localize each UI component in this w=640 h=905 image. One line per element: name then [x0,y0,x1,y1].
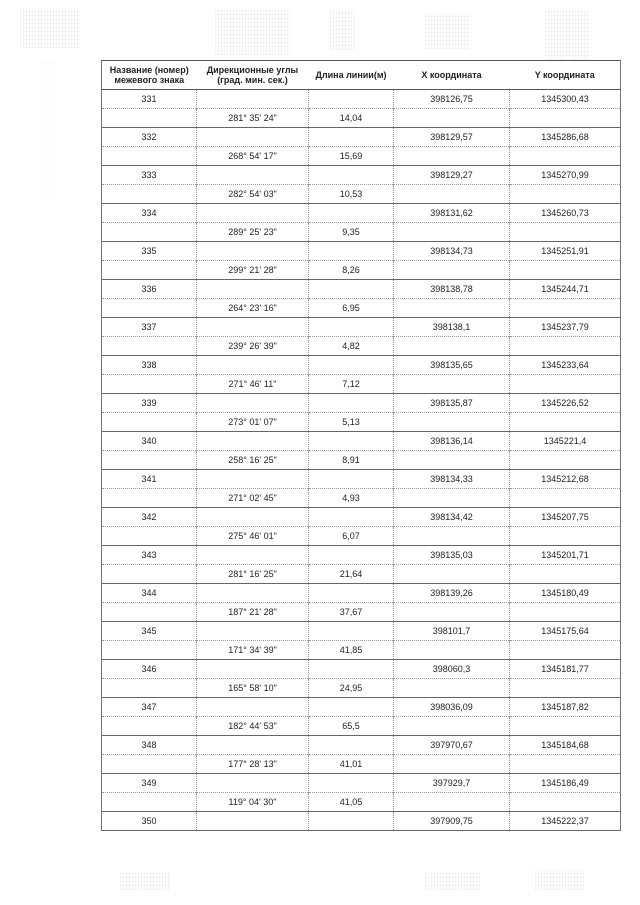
empty-cell [394,679,510,698]
y-coordinate: 1345300,43 [510,90,621,109]
empty-cell [197,546,309,565]
y-coordinate: 1345207,75 [510,508,621,527]
empty-cell [102,717,197,736]
table-row [102,546,621,565]
empty-cell [102,489,197,508]
line-length: 24,95 [309,679,394,698]
empty-cell [394,413,510,432]
empty-cell [510,717,621,736]
empty-cell [309,812,394,831]
empty-cell [510,793,621,812]
empty-cell [197,90,309,109]
scan-noise-top-mid [330,10,355,50]
table-row [102,451,621,470]
direction-angle: 281° 35' 24" [197,109,309,128]
point-name: 347 [102,698,197,717]
direction-angle: 239° 26' 39" [197,337,309,356]
empty-cell [197,128,309,147]
y-coordinate: 1345226,52 [510,394,621,413]
direction-angle: 271° 02' 45" [197,489,309,508]
x-coordinate: 397970,67 [394,736,510,755]
empty-cell [394,337,510,356]
table-row [102,698,621,717]
empty-cell [309,622,394,641]
direction-angle: 273° 01' 07" [197,413,309,432]
point-name: 349 [102,774,197,793]
empty-cell [102,793,197,812]
empty-cell [510,489,621,508]
empty-cell [102,755,197,774]
table-body [102,90,621,831]
empty-cell [309,356,394,375]
empty-cell [102,185,197,204]
line-length: 41,01 [309,755,394,774]
y-coordinate: 1345212,68 [510,470,621,489]
x-coordinate: 398036,09 [394,698,510,717]
empty-cell [197,508,309,527]
table-row [102,375,621,394]
x-coordinate: 398135,87 [394,394,510,413]
x-coordinate: 398135,65 [394,356,510,375]
table-row [102,109,621,128]
empty-cell [394,109,510,128]
table-row [102,755,621,774]
table-row [102,90,621,109]
empty-cell [510,755,621,774]
point-name: 341 [102,470,197,489]
x-coordinate: 398136,14 [394,432,510,451]
empty-cell [102,527,197,546]
line-length: 10,53 [309,185,394,204]
table-row [102,394,621,413]
coordinates-table [101,60,621,831]
empty-cell [309,242,394,261]
point-name: 343 [102,546,197,565]
line-length: 14,04 [309,109,394,128]
y-coordinate: 1345187,82 [510,698,621,717]
empty-cell [197,280,309,299]
direction-angle: 281° 16' 25" [197,565,309,584]
direction-angle: 282° 54' 03" [197,185,309,204]
empty-cell [394,223,510,242]
table-row [102,527,621,546]
y-coordinate: 1345180,49 [510,584,621,603]
empty-cell [394,451,510,470]
empty-cell [197,394,309,413]
empty-cell [197,812,309,831]
table-row [102,660,621,679]
point-name: 333 [102,166,197,185]
table-row [102,717,621,736]
direction-angle: 171° 34' 39" [197,641,309,660]
empty-cell [197,318,309,337]
empty-cell [510,109,621,128]
table-row [102,432,621,451]
empty-cell [394,185,510,204]
direction-angle: 187° 21' 28" [197,603,309,622]
point-name: 334 [102,204,197,223]
empty-cell [102,451,197,470]
empty-cell [309,698,394,717]
scan-noise-top-right-b [545,10,590,60]
empty-cell [510,261,621,280]
direction-angle: 271° 46' 11" [197,375,309,394]
empty-cell [394,489,510,508]
table-row [102,565,621,584]
empty-cell [309,128,394,147]
header-name: Название (номер) межевого знака [102,61,197,90]
empty-cell [309,90,394,109]
empty-cell [102,109,197,128]
table-row [102,299,621,318]
table-row [102,413,621,432]
point-name: 340 [102,432,197,451]
empty-cell [197,660,309,679]
empty-cell [197,356,309,375]
y-coordinate: 1345186,49 [510,774,621,793]
x-coordinate: 398138,1 [394,318,510,337]
empty-cell [510,679,621,698]
table-row [102,603,621,622]
y-coordinate: 1345260,73 [510,204,621,223]
empty-cell [510,299,621,318]
empty-cell [394,717,510,736]
point-name: 339 [102,394,197,413]
empty-cell [394,299,510,318]
direction-angle: 289° 25' 23" [197,223,309,242]
table-row [102,679,621,698]
empty-cell [102,603,197,622]
table-row [102,280,621,299]
table-row [102,774,621,793]
empty-cell [197,622,309,641]
y-coordinate: 1345244,71 [510,280,621,299]
empty-cell [394,793,510,812]
x-coordinate: 398060,3 [394,660,510,679]
point-name: 335 [102,242,197,261]
empty-cell [102,299,197,318]
x-coordinate: 397929,7 [394,774,510,793]
y-coordinate: 1345286,68 [510,128,621,147]
empty-cell [510,337,621,356]
empty-cell [309,280,394,299]
direction-angle: 299° 21' 28" [197,261,309,280]
header-x: X координата [394,61,510,90]
empty-cell [394,261,510,280]
empty-cell [309,774,394,793]
line-length: 8,26 [309,261,394,280]
table-row [102,261,621,280]
y-coordinate: 1345221,4 [510,432,621,451]
line-length: 21,64 [309,565,394,584]
empty-cell [197,584,309,603]
empty-cell [309,204,394,223]
empty-cell [309,394,394,413]
scan-noise-bottom-right [535,870,585,890]
point-name: 332 [102,128,197,147]
scan-noise-bottom-mid [425,872,480,890]
empty-cell [394,755,510,774]
direction-angle: 119° 04' 30" [197,793,309,812]
line-length: 37,67 [309,603,394,622]
empty-cell [309,736,394,755]
empty-cell [102,641,197,660]
direction-angle: 268° 54' 17" [197,147,309,166]
table-row [102,166,621,185]
empty-cell [394,603,510,622]
empty-cell [309,432,394,451]
direction-angle: 258° 16' 25" [197,451,309,470]
table-row [102,337,621,356]
empty-cell [309,660,394,679]
point-name: 342 [102,508,197,527]
empty-cell [510,185,621,204]
empty-cell [197,204,309,223]
y-coordinate: 1345201,71 [510,546,621,565]
table-row [102,147,621,166]
empty-cell [197,774,309,793]
line-length: 9,35 [309,223,394,242]
table-row [102,356,621,375]
empty-cell [197,470,309,489]
empty-cell [394,565,510,584]
direction-angle: 275° 46' 01" [197,527,309,546]
point-name: 337 [102,318,197,337]
empty-cell [102,565,197,584]
line-length: 15,69 [309,147,394,166]
y-coordinate: 1345222,37 [510,812,621,831]
empty-cell [102,261,197,280]
table-row [102,242,621,261]
empty-cell [102,413,197,432]
line-length: 4,82 [309,337,394,356]
empty-cell [309,470,394,489]
empty-cell [394,641,510,660]
empty-cell [394,527,510,546]
empty-cell [394,147,510,166]
scan-noise-top-left [20,8,80,48]
line-length: 5,13 [309,413,394,432]
x-coordinate: 398126,75 [394,90,510,109]
direction-angle: 165° 58' 10" [197,679,309,698]
point-name: 346 [102,660,197,679]
table-header-row [102,61,621,90]
table-row [102,641,621,660]
direction-angle: 264° 23' 16" [197,299,309,318]
empty-cell [102,337,197,356]
point-name: 338 [102,356,197,375]
table-row [102,793,621,812]
table-row [102,470,621,489]
empty-cell [309,584,394,603]
table-row [102,204,621,223]
x-coordinate: 398134,73 [394,242,510,261]
table-row [102,128,621,147]
header-length: Длина линии(м) [309,61,394,90]
table-row [102,736,621,755]
scan-noise-bottom-left [120,872,170,890]
line-length: 6,07 [309,527,394,546]
table-row [102,508,621,527]
y-coordinate: 1345175,64 [510,622,621,641]
empty-cell [197,432,309,451]
table-row [102,223,621,242]
point-name: 348 [102,736,197,755]
y-coordinate: 1345181,77 [510,660,621,679]
empty-cell [102,679,197,698]
y-coordinate: 1345270,99 [510,166,621,185]
empty-cell [197,736,309,755]
empty-cell [309,546,394,565]
scan-noise-top-center [215,10,290,55]
empty-cell [102,223,197,242]
x-coordinate: 398134,33 [394,470,510,489]
line-length: 6,95 [309,299,394,318]
empty-cell [510,451,621,470]
x-coordinate: 398138,78 [394,280,510,299]
empty-cell [510,641,621,660]
x-coordinate: 398129,27 [394,166,510,185]
empty-cell [102,147,197,166]
table-row [102,584,621,603]
direction-angle: 182° 44' 53" [197,717,309,736]
empty-cell [309,318,394,337]
y-coordinate: 1345237,79 [510,318,621,337]
empty-cell [309,166,394,185]
table-row [102,318,621,337]
scan-noise-top-right-a [425,14,470,49]
y-coordinate: 1345251,91 [510,242,621,261]
table-row [102,489,621,508]
empty-cell [309,508,394,527]
line-length: 7,12 [309,375,394,394]
point-name: 344 [102,584,197,603]
x-coordinate: 398101,7 [394,622,510,641]
point-name: 345 [102,622,197,641]
empty-cell [510,375,621,394]
empty-cell [102,375,197,394]
x-coordinate: 397909,75 [394,812,510,831]
empty-cell [394,375,510,394]
direction-angle: 177° 28' 13" [197,755,309,774]
empty-cell [510,565,621,584]
x-coordinate: 398135,03 [394,546,510,565]
line-length: 4,93 [309,489,394,508]
y-coordinate: 1345233,64 [510,356,621,375]
empty-cell [197,166,309,185]
point-name: 331 [102,90,197,109]
table-row [102,622,621,641]
empty-cell [510,527,621,546]
empty-cell [510,603,621,622]
line-length: 8,91 [309,451,394,470]
scan-noise-left-margin [40,60,58,200]
header-y: Y координата [510,61,621,90]
x-coordinate: 398134,42 [394,508,510,527]
empty-cell [197,242,309,261]
header-angle: Дирекционные углы (град. мин. сек.) [197,61,309,90]
y-coordinate: 1345184,68 [510,736,621,755]
line-length: 41,05 [309,793,394,812]
empty-cell [510,413,621,432]
table-row [102,812,621,831]
empty-cell [197,698,309,717]
line-length: 65,5 [309,717,394,736]
x-coordinate: 398129,57 [394,128,510,147]
empty-cell [510,147,621,166]
x-coordinate: 398139,26 [394,584,510,603]
empty-cell [510,223,621,242]
table-row [102,185,621,204]
line-length: 41,85 [309,641,394,660]
point-name: 336 [102,280,197,299]
x-coordinate: 398131,62 [394,204,510,223]
point-name: 350 [102,812,197,831]
